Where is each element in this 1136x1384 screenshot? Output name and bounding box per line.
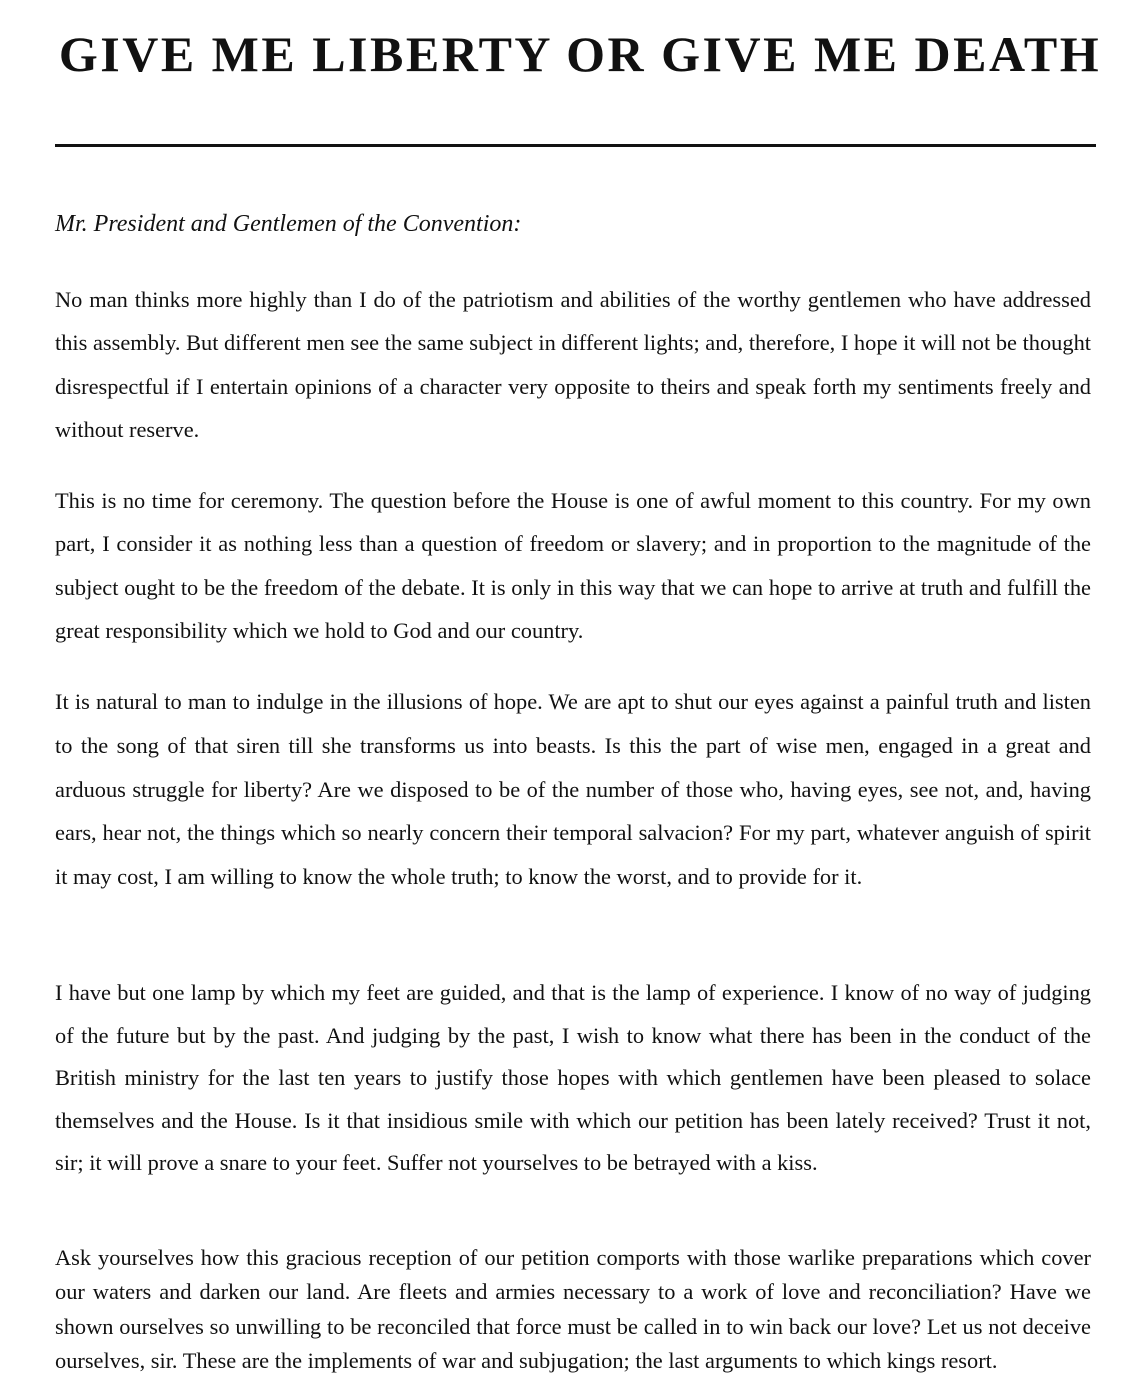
- title-divider: [55, 144, 1096, 147]
- page-title: GIVE ME LIBERTY OR GIVE ME DEATH: [58, 26, 1102, 82]
- salutation: Mr. President and Gentlemen of the Convention:: [55, 211, 522, 237]
- paragraph-3: It is natural to man to indulge in the illusions of hope. We are apt to shut our eyes against a painful truth and listen to the song of that siren till she transforms us into beasts. Is this the part of wise men, engaged in a great and arduous struggle for liberty? Are we disposed to be of the number of those who, having eyes, see not, and, having ears, hear not, the things which so nearly concern their temporal salvacion? For my part, whatever anguish of spirit it may cost, I am willing to know the whole truth; to know the worst, and to provide for it.: [55, 689, 1091, 890]
- paragraph-4: I have but one lamp by which my feet are guided, and that is the lamp of experience. I know of no way of judging of the future but by the past. And judging by the past, I wish to know what there has been in the conduct of the British ministry for the last ten years to justify those hopes with which gentlemen have been pleased to solace themselves and the House. Is it that insidious smile with which our petition has been lately received? Trust it not, sir; it will prove a snare to your feet. Suffer not yourselves to be betrayed with a kiss.: [55, 980, 1091, 1175]
- paragraph-2: This is no time for ceremony. The question before the House is one of awful moment to this country. For my own part, I consider it as nothing less than a question of freedom or slavery; and in proportion to the magnitude of the subject ought to be the freedom of the debate. It is only in this way that we can hope to arrive at truth and fulfill the great responsibility which we hold to God and our country.: [55, 488, 1091, 643]
- paragraph-1: No man thinks more highly than I do of the patriotism and abilities of the worthy gentlemen who have addressed this assembly. But different men see the same subject in different lights; and, therefore, I hope it will not be thought disrespectful if I entertain opinions of a character very opposite to theirs and speak forth my sentiments freely and without reserve.: [55, 287, 1091, 442]
- paragraph-5: Ask yourselves how this gracious reception of our petition comports with those warlike preparations which cover our waters and darken our land. Are fleets and armies necessary to a work of love and reconciliation? Have we shown ourselves so unwilling to be reconciled that force must be called in to win back our love? Let us not deceive ourselves, sir. These are the implements of war and subjugation; the last arguments to which kings resort.: [55, 1245, 1091, 1373]
